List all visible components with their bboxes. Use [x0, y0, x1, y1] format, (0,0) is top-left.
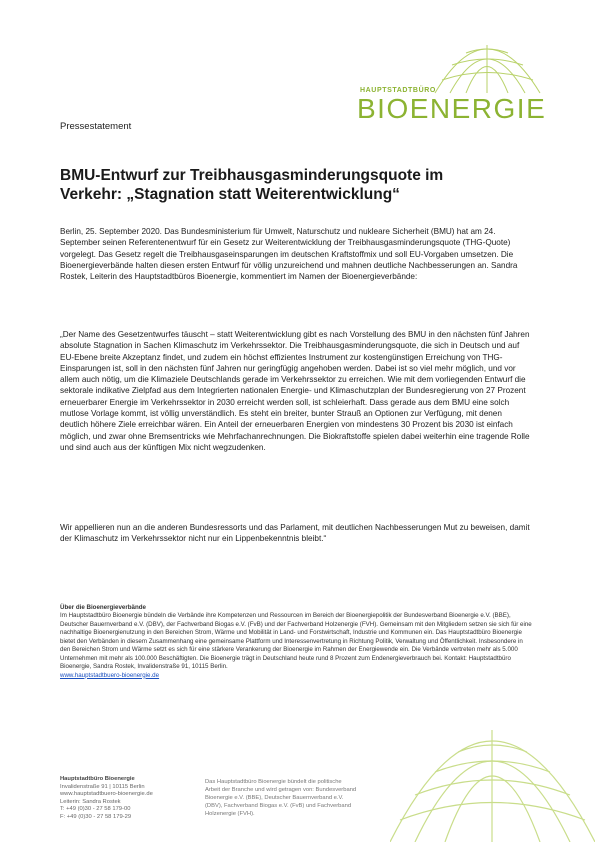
footer-fax: F: +49 (0)30 - 27 58 179-29 [60, 813, 132, 820]
footer-org-name: Hauptstadtbüro Bioenergie [60, 776, 135, 782]
document-type-label: Pressestatement [60, 121, 132, 132]
footer-description [205, 778, 410, 818]
body-paragraph-appeal: Wir appellieren nun an die anderen Bundesressorts und das Parlament, mit deutlichen Nachbesserungen Mut zu beweisen, damit der Klimaschutz im Verkehrssektor nicht nur ein Lippenbekenntnis bleibt.“ [60, 523, 530, 544]
footer-phone: T: +49 (0)30 - 27 58 179-00 [60, 806, 131, 813]
footer-contact [60, 776, 210, 822]
website-link[interactable]: www.hauptstadtbuero-bioenergie.de [60, 671, 160, 679]
footer-website[interactable]: www.hauptstadtbuero-bioenergie.de [60, 791, 153, 798]
footer-director: Leiterin: Sandra Rostek [60, 798, 121, 805]
footer-globe-icon [390, 700, 595, 842]
footer-address: Invalidenstraße 91 | 10115 Berlin [60, 783, 145, 790]
press-title: BMU-Entwurf zur Treibhausgasminderungsquote im Verkehr: „Stagnation statt Weiterentwicklung“ [60, 167, 444, 203]
logo-subtitle: HAUPTSTADTBÜRO [360, 87, 436, 94]
about-title: Über die Bioenergieverbände [60, 604, 146, 611]
body-paragraph-quote: „Der Name des Gesetzentwurfes täuscht – statt Weiterentwicklung gibt es nach Vorstellung des BMU in den nächsten fünf Jahren absolute Stagnation in Sachen Klimaschutz im Verkehrssektor. Die Treibhausgasminderungsquote, die sich in Deutsch und auf EU-Ebene breite Akzeptanz findet, und zudem ein höchst effizientes Instrument zur kostengünstigen Erreichung von THG-Einsparungen ist, soll in den nächsten fünf Jahren nur geringfügig angehoben werden. Dabei ist so viel mehr möglich, und vor allem auch nötig, um die Klimaziele Deutschlands gerade im Verkehrssektor zu erreichen. Wie mit dem vorliegenden Entwurf die sektorale indikative Zielpfad aus dem Integrierten nationalen Energie- und Klimaschutzplan der Bundesregierung von 27 Prozent erneuerbarer Energie im Verkehrssektor in 2030 erreicht werden soll, ist schleierhaft. Dass gerade aus dem BMU eine solch mutlose Vorlage kommt, ist völlig unverständlich. Es steht ein breiter, bunter Strauß an Optionen zur Verfügung, mit denen deutlich höhere Ziele erreichbar wären. Ein Anteil der erneuerbaren Energien von mindestens 30 Prozent bis 2030 ist einfach möglich, und zwar ohne Bremsentricks wie Mehrfachanrechnungen. Die Biokraftstoffe spielen dabei weiterhin eine tragende Rolle und sind auch aus der künftigen Mix nicht wegzudenken. [60, 330, 530, 452]
footer-desc-line: Das Hauptstadtbüro Bioenergie bündelt die politische [205, 779, 342, 785]
logo-title: BIOENERGIE [357, 93, 547, 124]
footer-desc-line: (DBV), Fachverband Biogas e.V. (FvB) und Fachverband [205, 803, 352, 809]
about-section [60, 604, 532, 680]
footer-desc-line: Arbeit der Branche und wird getragen von: Bundesverband [205, 787, 357, 793]
footer-desc-line: Bioenergie e.V. (BBE), Deutscher Bauernverband e.V. [205, 795, 344, 801]
body-paragraph-intro: Berlin, 25. September 2020. Das Bundesministerium für Umwelt, Naturschutz und nukleare Sicherheit (BMU) hat am 24. September seinen Referentenentwurf für ein Gesetz zur Weiterentwicklung der Treibhausgasminderungsquote (THG-Quote) vorgelegt. Das Gesetz regelt die Treibhausgaseinsparungen im deutschen Kraftstoffmix und soll EU-Vorgaben umsetzen. Die Bioenergieverbände halten diesen ersten Entwurf für völlig unzureichend und mahnen deutliche Nachbesserungen an. Sandra Rostek, Leiterin des Hauptstadtbüros Bioenergie, kommentiert im Namen der Bioenergieverbände: [60, 227, 518, 282]
footer-desc-line: Holzenergie (FVH). [205, 811, 255, 817]
globe-logo-icon [430, 35, 545, 95]
about-text: Im Hauptstadtbüro Bioenergie bündeln die Verbände ihre Kompetenzen und Ressourcen im Bereich der Bioenergiepolitik der Bundesverband Bioenergie e.V. (BBE), Deutscher Bauernverband e.V. (DBV), der Fachverband Biogas e.V. (FvB) und der Fachverband Holzenergie (FVH). Gemeinsam mit den Mitgliedern setzen sie sich für eine nachhaltige Bioenergienutzung in den Bereichen Strom, Wärme und Mobilität in Land- und Forstwirtschaft, Industrie und Kommunen ein. Das Hauptstadtbüro Bioenergie bietet den Verbänden in diesem Zusammenhang eine gemeinsame Plattform und Interessenvertretung in Richtung Politik, Verwaltung und Öffentlichkeit. Insbesondere in den Bereichen Strom und Wärme setzt es sich für eine stärkere Verankerung der Bioenergie im Rahmen der Energiewende ein. Die Verbände vertreten mehr als 5.000 Unternehmen mit mehr als 100.000 Beschäftigten. Die Bioenergie trägt in Deutschland heute rund 8 Prozent zum Endenergieverbrauch bei. Kontakt: Hauptstadtbüro Bioenergie, Sandra Rostek, Invalidenstraße 91, 10115 Berlin. [60, 612, 532, 671]
